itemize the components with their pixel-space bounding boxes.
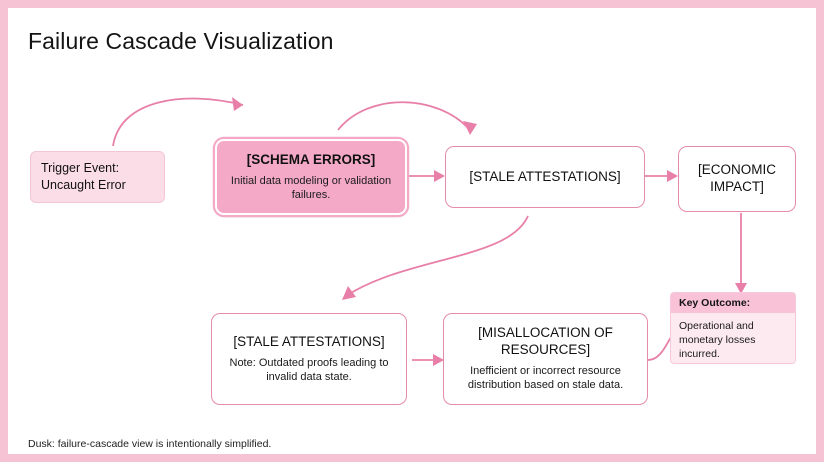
edge-arrowhead (342, 286, 356, 300)
node-sub: Inefficient or incorrect resource distribution based on stale data. (467, 365, 624, 392)
node-trigger-event[interactable] (30, 151, 165, 203)
node-schema-errors[interactable] (215, 139, 407, 215)
edge-layer (8, 8, 816, 454)
node-headline: [STALE ATTESTATIONS] (233, 333, 385, 349)
callout-title: Key Outcome: (671, 293, 795, 313)
node-headline: Trigger Event: (41, 161, 120, 176)
edge-arrowhead (434, 170, 445, 182)
page-title: Failure Cascade Visualization (28, 28, 334, 54)
node-headline: [ECONOMIC IMPACT] (697, 162, 776, 194)
node-economic-impact[interactable] (678, 146, 796, 212)
node-stale-attestations-bottom[interactable] (211, 313, 407, 405)
edge-arrowhead (667, 170, 678, 182)
node-headline: [MISALLOCATION OF RESOURCES] (478, 325, 613, 358)
edge-stale-top-to-stale-bottom (346, 216, 528, 296)
node-misallocation-of-resources[interactable] (443, 313, 648, 405)
node-headline: [SCHEMA ERRORS] (246, 151, 376, 167)
edge-schema-arc-to-stale-top (338, 102, 470, 130)
node-subline: Uncaught Error (41, 178, 126, 192)
edge-arrowhead (232, 97, 243, 111)
node-sub: Initial data modeling or validation failures. (230, 174, 392, 201)
diagram-canvas (8, 8, 816, 454)
node-sub: Note: Outdated proofs leading to invalid data state. (229, 356, 389, 383)
callout-body: Operational and monetary losses incurred. (679, 320, 756, 361)
footnote: Dusk: failure-cascade view is intentionally simplified. (28, 438, 272, 450)
key-outcome-callout (670, 292, 796, 364)
node-headline: [STALE ATTESTATIONS] (469, 168, 621, 184)
node-stale-attestations-top[interactable] (445, 146, 645, 208)
edge-arrowhead (463, 121, 477, 135)
